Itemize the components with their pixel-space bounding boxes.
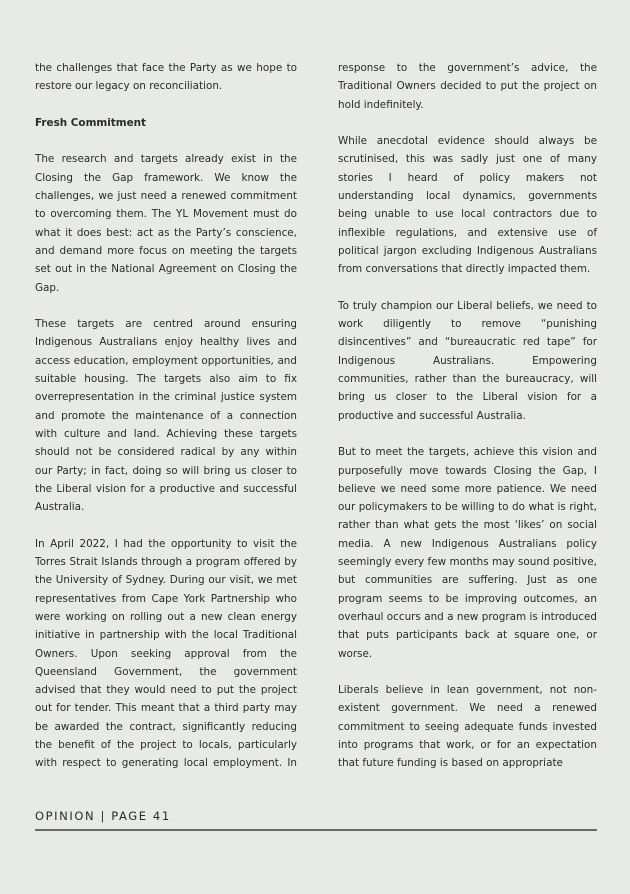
paragraph: the challenges that face the Party as we hope to restore our legacy on reconciliation. (35, 62, 297, 93)
right-column (338, 59, 597, 791)
section-heading: Fresh Commitment (35, 116, 146, 129)
paragraph: Liberals believe in lean government, not non-existent government. We need a renewed commitment to seeing adequate funds invested into programs that work, or for an expectation that future funding is based on appropriate (338, 684, 597, 770)
paragraph: The research and targets already exist in the Closing the Gap framework. We know the challenges, we just need a renewed commitment to overcoming them. The YL Movement must do what it does best: act as the Party’s conscience, and demand more focus on meeting the targets set out in the National Agreement on Closing the Gap. (35, 153, 297, 294)
paragraph: But to meet the targets, achieve this vision and purposefully move towards Closing the Gap, I believe we need some more patience. We need our policymakers to be willing to do what is right, rather than what gets the most ‘likes’ on social media. A new Indigenous Australians policy seemingly every few months may sound positive, but communities are suffering. Just as one program seems to be improving outcomes, an overhaul occurs and a new program is introduced that puts participants back at square one, or worse. (338, 446, 597, 660)
paragraph: response to the government’s advice, the Traditional Owners decided to put the project on hold indefinitely. (338, 62, 597, 111)
paragraph: In April 2022, I had the opportunity to visit the Torres Strait Islands through a program offered by the University of Sydney. During our visit, we met representatives from Cape York Partnership who were working on rolling out a new clean energy initiative in partnership with the local Traditional Owners. Upon seeking approval from the Queensland Government, the government advised that they would need to put the project out for tender. This meant that a third party may be awarded the contract, significantly reducing the benefit of the project to locals, particularly with respect to generating local employment. In (35, 537, 297, 770)
page-footer (35, 808, 597, 831)
left-column (35, 59, 297, 791)
footer-label: OPINION | PAGE 41 (35, 809, 171, 823)
paragraph: While anecdotal evidence should always be scrutinised, this was sadly just one of many stories I heard of policy makers not understanding local dynamics, governments being unable to use local contractors due to inflexible regulations, and extensive use of political jargon excluding Indigenous Australians from conversations that directly impacted them. (338, 135, 597, 276)
paragraph: To truly champion our Liberal beliefs, we need to work diligently to remove “punishing disincentives” and “bureaucratic red tape” for Indigenous Australians. Empowering communities, rather than the bureaucracy, will bring us closer to the Liberal vision for a productive and successful Australia. (338, 299, 597, 422)
footer-divider (35, 829, 597, 831)
paragraph: These targets are centred around ensuring Indigenous Australians enjoy healthy lives and access education, employment opportunities, and suitable housing. The targets also aim to fix overrepresentation in the criminal justice system and promote the maintenance of a connection with culture and land. Achieving these targets should not be considered radical by any within our Party; in fact, doing so will bring us closer to the Liberal vision for a productive and successful Australia. (35, 318, 297, 514)
